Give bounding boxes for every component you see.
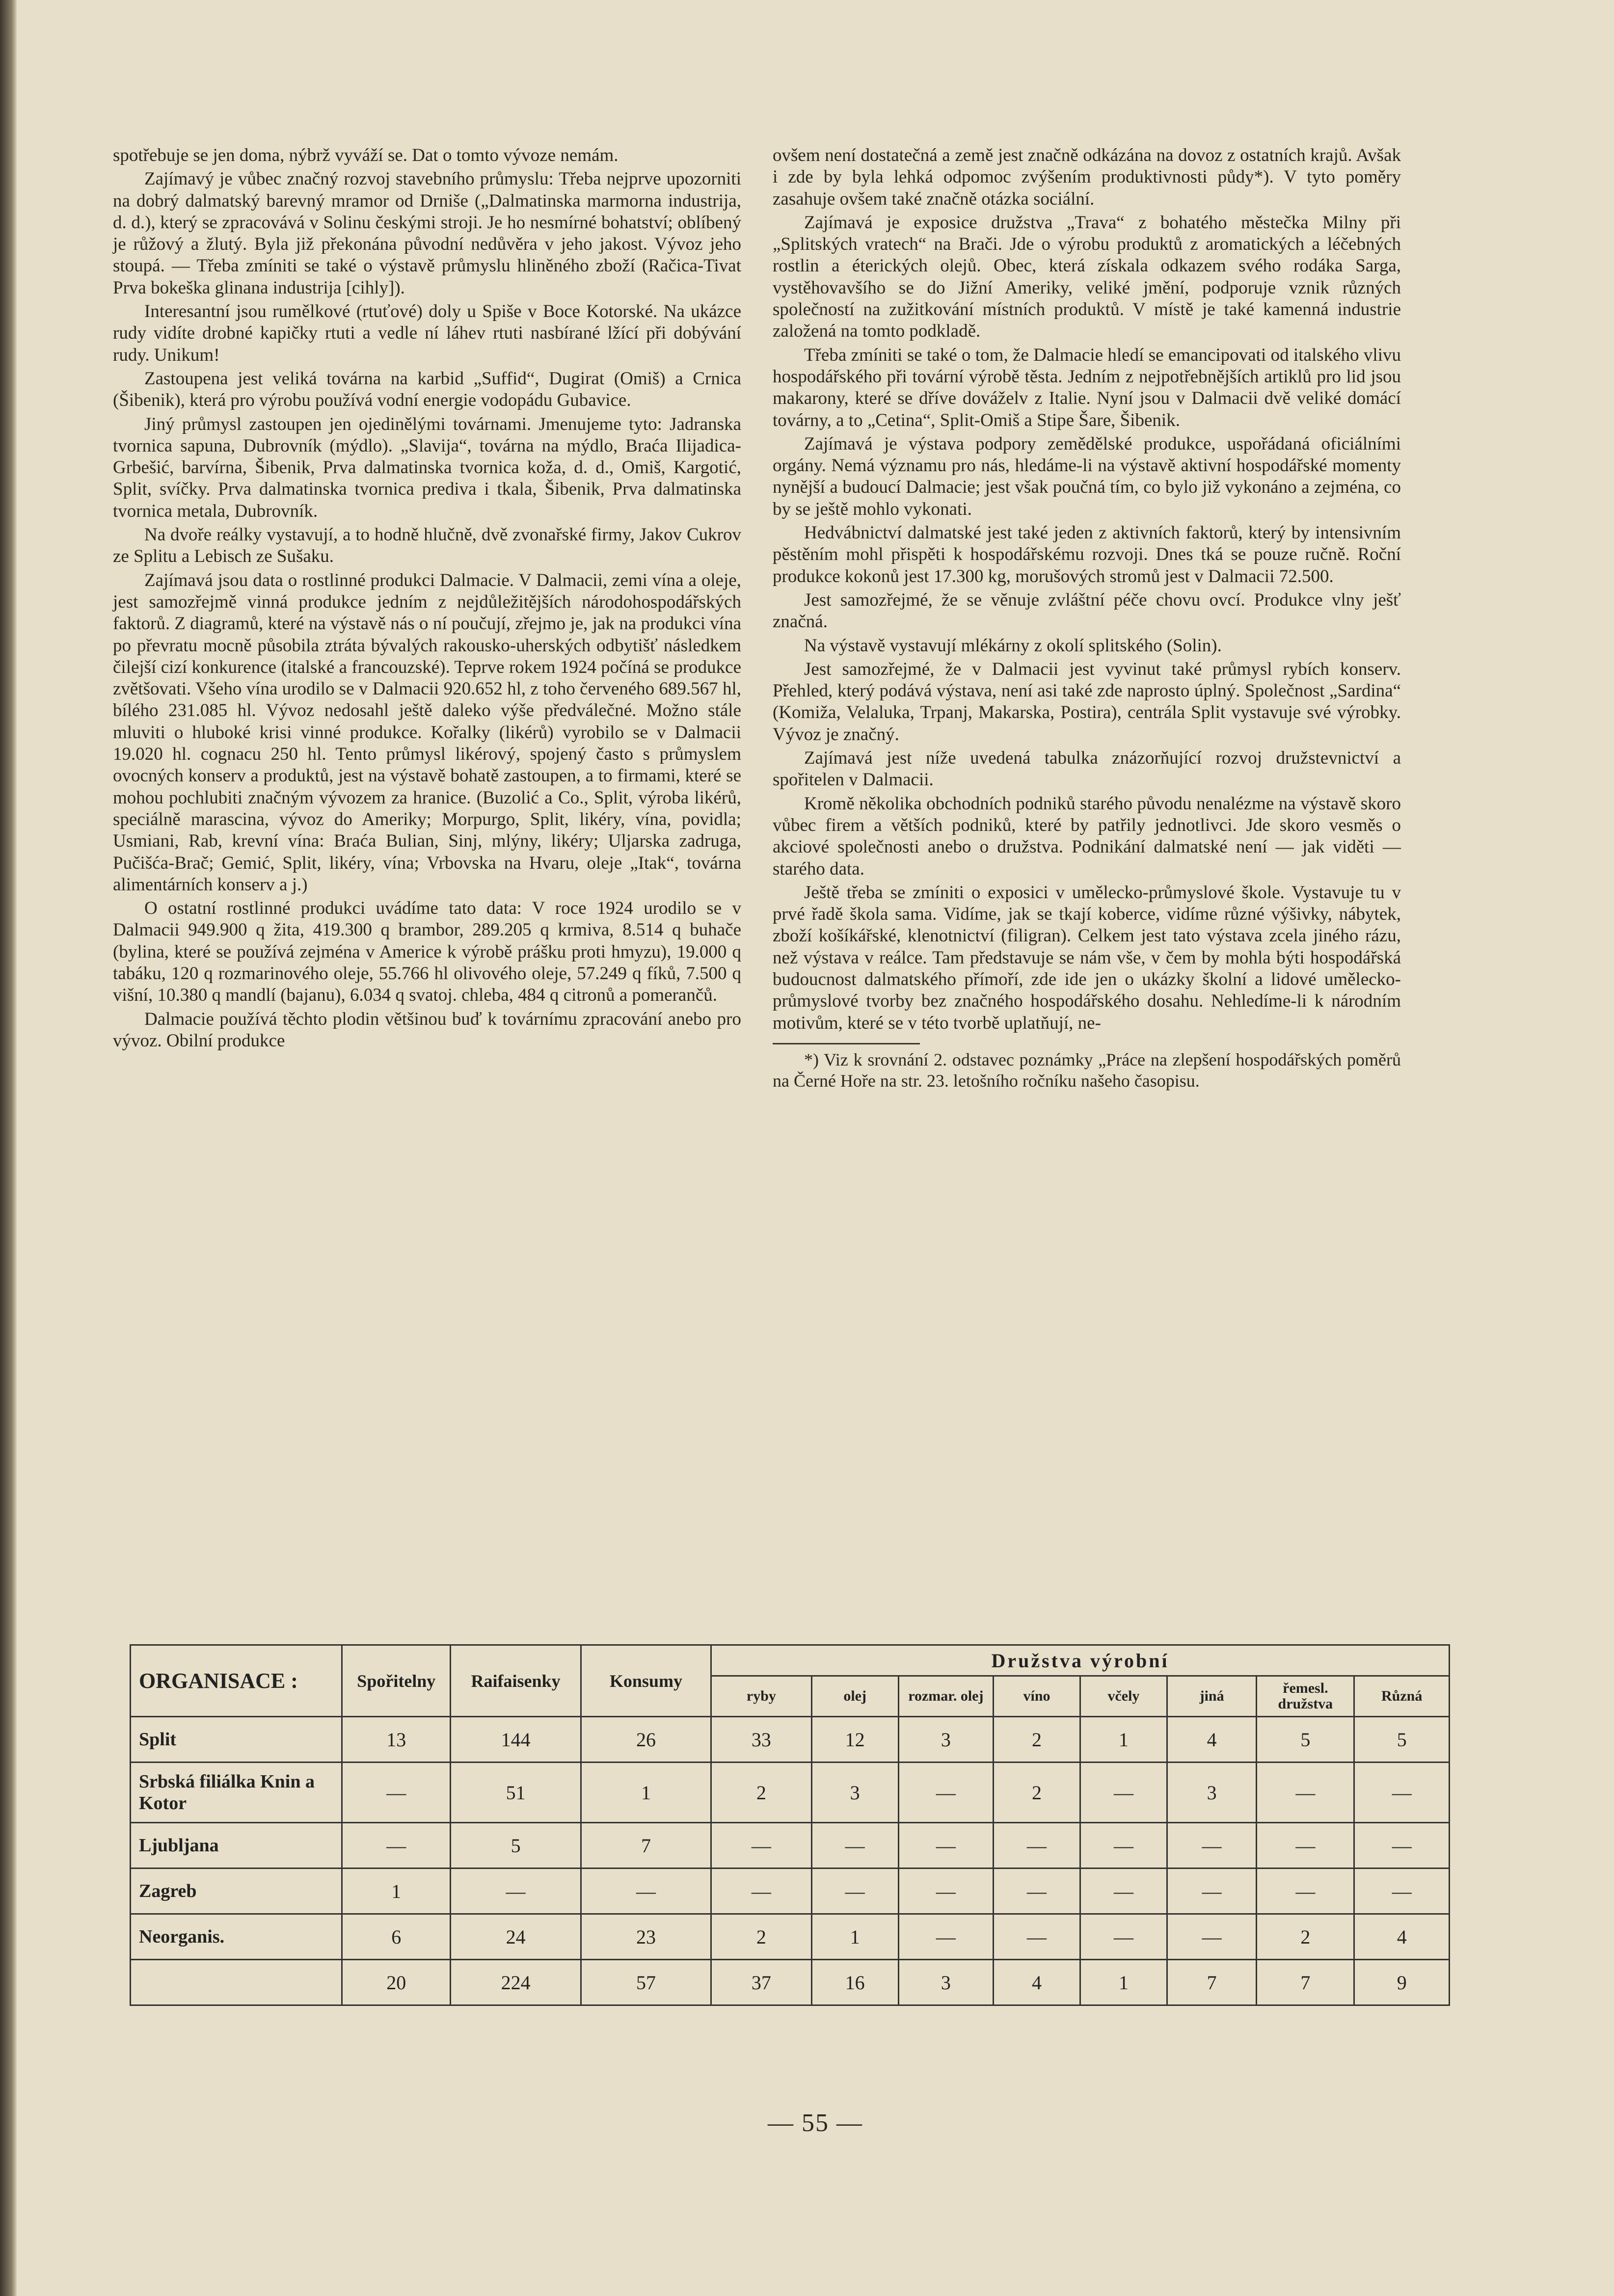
table-cell: 2 [711,1762,812,1823]
table-cell: — [898,1823,994,1869]
table-cell: — [1354,1762,1450,1823]
table-cell: — [451,1869,581,1914]
table-cell: 1 [342,1869,451,1914]
cooperatives-table [130,1644,1450,2006]
table-cell: 12 [811,1717,898,1762]
paragraph: Zajímavá je exposice družstva „Trava“ z bohatého městečka Milny při „Splitských vratech“ na Brači. Jde o výrobu produktů z aromatických a léčebných rostlin a éterických olejů. Obec, která získala odkazem svého rodáka Sarga, vystěhovavšího se do Jižní Ameriky, veliké jmění, podporuje vznik různých společností na zužitkování místních produktů. V místě je také kamenná industrie založená na tomto podkladě. [773,212,1401,342]
table-cell: — [1080,1869,1167,1914]
table-cell: — [1080,1762,1167,1823]
sub-header: rozmar. olej [898,1676,994,1717]
paragraph: Zajímavá jsou data o rostlinné produkci Dalmacie. V Dalmacii, zemi vína a oleje, jest samozřejmě vinná produkce jedním z nejdůležitějších národohospodářských faktorů. Z diagramů, které na výstavě nás o ní poučují, zřejmo je, jak na produkci vína po převratu mocně působila ztráta bývalých rakousko-uherských odbytišť následkem čilejší cizí konkurence (italské a francouzské). Teprve rokem 1924 počíná se produkce zvětšovati. Všeho vína urodilo se v Dalmacii 920.652 hl, z toho červeného 689.567 hl, bílého 231.085 hl. Vývoz nedosahl ještě daleko výše předválečné. Možno stále mluviti o hluboké krisi vinné produkce. Kořalky (likérů) vyrobilo se v Dalmacii 19.020 hl. cognacu 250 hl. Tento průmysl likérový, spojený často s průmyslem ovocných konserv a produktů, jest na výstavě bohatě zastoupen, a to firmami, které se mohou pochlubiti značným vývozem za hranice. (Buzolić a Co., Split, výroba likérů, speciálně marascina, vývoz do Ameriky; Morpurgo, Split, likéry, vína, povidla; Usmiani, Rab, krevní vína: Braća Bulian, Sinj, mlýny, likéry; Uljarska zadruga, Pučišća-Brač; Gemić, Split, likéry, vína; Vrbovska na Hvaru, oleje „Itak“, továrna alimentárních konserv a j.) [113,570,741,895]
table-cell: 6 [342,1914,451,1960]
paragraph: Na dvoře reálky vystavují, a to hodně hlučně, dvě zvonařské firmy, Jakov Cukrov ze Splitu a Lebisch ze Sušaku. [113,525,741,567]
sub-header: včely [1080,1676,1167,1717]
paragraph: Ještě třeba se zmíniti o exposici v umělecko-průmyslové škole. Vystavuje tu v prvé řadě škola sama. Vidíme, jak se tkají koberce, vidíme různé výšivky, nábytek, zboží košíkářské, klenotnictví (filigran). Celkem jest tato výstava zcela jiného rázu, než výstava v reálce. Tam představuje se nám vše, v čem by mohla býti hospodářská budoucnost dalmatského přímoří, zde ide jen o ukázky školní a lidové umělecko-průmyslové tvorby bez značného hospodářského dosahu. Nehledíme-li k národním motivům, které se v této tvorbě uplatňují, ne- [773,882,1401,1033]
table-row [131,1717,1450,1762]
table-cell: — [342,1762,451,1823]
book-spine-shadow [0,0,17,2296]
table-cell: 13 [342,1717,451,1762]
table-row [131,1823,1450,1869]
table-cell: — [994,1869,1080,1914]
table-cell: — [1080,1823,1167,1869]
table-cell: — [1080,1914,1167,1960]
table-cell: 9 [1354,1960,1450,2005]
row-label: Split [131,1717,342,1762]
paragraph: Zajímavá je výstava podpory zemědělské produkce, uspořádaná oficiálními orgány. Nemá významu pro nás, hledáme-li na výstavě aktivní hospodářské momenty nynější a budoucí Dalmacie; jest však poučná tím, co bylo již vykonáno a zejména, co by se ještě mohlo vykonati. [773,433,1401,519]
table-cell: 24 [451,1914,581,1960]
table-cell: 37 [711,1960,812,2005]
table-cell: — [1354,1823,1450,1869]
sub-header: víno [994,1676,1080,1717]
table-cell: 4 [1167,1717,1256,1762]
sub-header: olej [811,1676,898,1717]
sub-header: jiná [1167,1676,1256,1717]
table-cell: 7 [1257,1960,1354,2005]
table-cell: — [994,1914,1080,1960]
table-cell: — [811,1823,898,1869]
table-cell: — [1354,1869,1450,1914]
row-label: Zagreb [131,1869,342,1914]
paragraph: O ostatní rostlinné produkci uvádíme tato data: V roce 1924 urodilo se v Dalmacii 949.900 q žita, 419.300 q brambor, 289.205 q krmiva, 8.514 q buhače (bylina, které se používá zejména v Americe k výrobě prášku proti hmyzu), 19.000 q tabáku, 120 q rozmarinového oleje, 55.766 hl olivového oleje, 57.249 q fíků, 7.500 q višní, 10.380 q mandlí (bajanu), 6.034 q svatoj. chleba, 484 q citronů a pomerančů. [113,898,741,1006]
page-number: — 55 — [768,2109,863,2137]
col-header-konsumy: Konsumy [581,1645,711,1717]
paragraph: Jiný průmysl zastoupen jen ojedinělými továrnami. Jmenujeme tyto: Jadranska tvornica sapuna, Dubrovník (mýdlo). „Slavija“, továrna na mýdlo, Braća Ilijadica-Grbešić, barvírna, Šibenik, Prva dalmatinska tvornica koža, d. d., Omiš, Kargotić, Split, svíčky. Prva dalmatinska tvornica prediva i tkala, Šibenik, Prva dalmatinska tvornica metala, Dubrovník. [113,414,741,521]
table-cell: 4 [1354,1914,1450,1960]
table-cell: 23 [581,1914,711,1960]
sub-header: ryby [711,1676,812,1717]
table-cell: — [898,1869,994,1914]
row-label: Srbská filiálka Knin a Kotor [131,1762,342,1823]
table-cell: 57 [581,1960,711,2005]
table-cell: — [581,1869,711,1914]
table-cell: 1 [1080,1717,1167,1762]
table-cell: 3 [898,1960,994,2005]
page [17,0,1614,2296]
table-cell: 1 [581,1762,711,1823]
paragraph: Třeba zmíniti se také o tom, že Dalmacie hledí se emancipovati od italského vlivu hospodářského při tovární výrobě těsta. Jedním z nejpotřebnějších artiklů pro lid jsou makarony, které se dříve dováželv z Italie. Nyní jsou v Dalmacii dvě veliké domácí továrny, a to „Cetina“, Split-Omiš a Stipe Šare, Šibenik. [773,345,1401,430]
table-total-row [131,1960,1450,2005]
paragraph: Jest samozřejmé, že v Dalmacii jest vyvinut také průmysl rybích konserv. Přehled, který podává výstava, není asi také zde naprosto úplný. Společnost „Sardina“ (Komiža, Velaluka, Trpanj, Makarska, Postira), centrála Split vystavuje své výrobky. Vývoz je značný. [773,659,1401,745]
table-cell: 33 [711,1717,812,1762]
footnote-rule [773,1043,920,1044]
col-header-raifaisenky: Raifaisenky [451,1645,581,1717]
table-cell: — [994,1823,1080,1869]
col-group-header: Družstva výrobní [711,1645,1450,1676]
table-cell: 5 [451,1823,581,1869]
paragraph: ovšem není dostatečná a země jest značně odkázána na dovoz z ostatních krajů. Avšak i zde by byla lehká odpomoc zvýšením produktivnosti půdy*). V tyto poměry zasahuje ovšem také značně otázka sociální. [773,145,1401,209]
row-label [131,1960,342,2005]
right-column [773,145,1401,1094]
table-cell: — [342,1823,451,1869]
table-cell: 2 [994,1717,1080,1762]
sub-header: řemesl. družstva [1257,1676,1354,1717]
table-corner-header: ORGANISACE : [131,1645,342,1717]
table-cell: 5 [1354,1717,1450,1762]
table-cell: 3 [811,1762,898,1823]
table-cell: 26 [581,1717,711,1762]
footnote: *) Viz k srovnání 2. odstavec poznámky „Práce na zlepšení hospodářských poměrů na Černé Hoře na str. 23. letošního ročníku našeho časopisu. [773,1049,1401,1091]
paragraph: Dalmacie používá těchto plodin většinou buď k továrnímu zpracování anebo pro vývoz. Obilní produkce [113,1009,741,1051]
row-label: Ljubljana [131,1823,342,1869]
table-cell: — [898,1914,994,1960]
left-column [113,145,741,1054]
table-cell: 7 [581,1823,711,1869]
table-cell: — [1167,1823,1256,1869]
table-cell: 3 [1167,1762,1256,1823]
table-cell: — [1167,1914,1256,1960]
table-cell: 2 [711,1914,812,1960]
table-cell: 51 [451,1762,581,1823]
table-cell: 3 [898,1717,994,1762]
row-label: Neorganis. [131,1914,342,1960]
table-cell: 144 [451,1717,581,1762]
table-cell: — [898,1762,994,1823]
table-cell: — [711,1869,812,1914]
table-cell: 7 [1167,1960,1256,2005]
table-row [131,1869,1450,1914]
col-header-sporitelny: Spořitelny [342,1645,451,1717]
table-cell: 4 [994,1960,1080,2005]
table-cell: 1 [1080,1960,1167,2005]
table-cell: 5 [1257,1717,1354,1762]
paragraph: Zajímavý je vůbec značný rozvoj stavebního průmyslu: Třeba nejprve upozorniti na dobrý dalmatský barevný mramor od Drniše („Dalmatinska marmorna industrija, d. d.), který se zpracovává v Solinu českými stroji. Je ho nesmírné bohatství; oblíbený je růžový a žlutý. Byla již překonána původní nedůvěra v jeho jakost. Vývoz jeho stoupá. — Třeba zmíniti se také o výstavě průmyslu hliněného zboží (Račica-Tivat Prva bokeška glinana industrija [cihly]). [113,169,741,298]
paragraph: Jest samozřejmé, že se věnuje zvláštní péče chovu ovcí. Produkce vlny ješť značná. [773,589,1401,632]
sub-header: Různá [1354,1676,1450,1717]
table-cell: — [1257,1823,1354,1869]
paragraph: spotřebuje se jen doma, nýbrž vyváží se. Dat o tomto vývoze nemám. [113,145,619,165]
table-cell: — [811,1869,898,1914]
paragraph: Hedvábnictví dalmatské jest také jeden z aktivních faktorů, který by intensivním pěstěním mohl přispěti k hospodářskému rozvoji. Dnes tká se pouze ručně. Roční produkce kokonů jest 17.300 kg, morušových stromů jest v Dalmacii 72.500. [773,523,1401,587]
table-cell: 224 [451,1960,581,2005]
table-row [131,1762,1450,1823]
table-cell: 2 [994,1762,1080,1823]
table-cell: — [1257,1762,1354,1823]
table-cell: 20 [342,1960,451,2005]
paragraph: Zastoupena jest veliká továrna na karbid „Suffid“, Dugirat (Omiš) a Crnica (Šibenik), která pro výrobu používá vodní energie vodopádu Gubavice. [113,368,741,411]
paragraph: Interesantní jsou rumělkové (rtuťové) doly u Spiše v Boce Kotorské. Na ukázce rudy vidíte drobné kapičky rtuti a vedle ní láhev rtuti nasbírané lžící při dobývání rudy. Unikum! [113,301,741,365]
paragraph: Zajímavá jest níže uvedená tabulka znázorňující rozvoj družstevnictví a spořitelen v Dalmacii. [773,748,1401,790]
paragraph: Kromě několika obchodních podniků starého původu nenalézme na výstavě skoro vůbec firem a větších podniků, které by patřily jednotlivci. Jde skoro vesměs o akciové společnosti anebo o družstva. Podnikání dalmatské není — jak viděti — starého data. [773,793,1401,879]
paragraph: Na výstavě vystavují mlékárny z okolí splitského (Solin). [804,635,1222,656]
table-row [131,1914,1450,1960]
table-cell: 2 [1257,1914,1354,1960]
table-cell: 1 [811,1914,898,1960]
table-cell: — [1257,1869,1354,1914]
table-cell: — [1167,1869,1256,1914]
table-cell: 16 [811,1960,898,2005]
table-cell: — [711,1823,812,1869]
